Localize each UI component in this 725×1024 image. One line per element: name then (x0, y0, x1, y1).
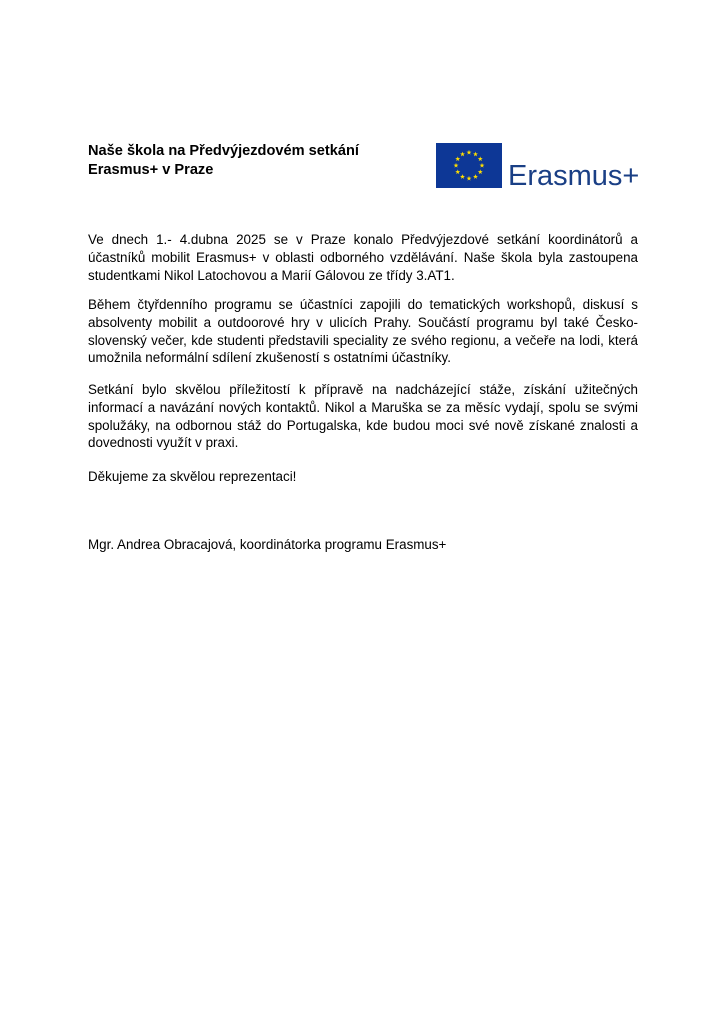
title-line-2: Erasmus+ v Praze (88, 162, 214, 178)
paragraph-3: Setkání bylo skvělou příležitostí k přípravě na nadcházející stáže, získání užitečných informací a navázání nových kontaktů. Nikol a Maruška se za měsíc vydají, spolu se svými spolužáky, na odbornou stáž do Portugalska, kde budou moci své nově získané znalosti a dovednosti využít v praxi. (88, 382, 638, 451)
paragraph-1: Ve dnech 1.- 4.dubna 2025 se v Praze konalo Předvýjezdové setkání koordinátorů a účastníků mobilit Erasmus+ v oblasti odborného vzdělávání. Naše škola byla zastoupena studentkami Nikol Latochovou a Marií Gálovou ze třídy 3.AT1. (88, 232, 638, 283)
logo-text: Erasmus+ (508, 160, 640, 189)
erasmus-logo (436, 143, 648, 189)
title-line-1: Naše škola na Předvýjezdovém setkání (88, 143, 359, 159)
eu-flag (436, 143, 502, 188)
article-title (88, 142, 418, 180)
erasmus-logo-graphic (436, 143, 648, 189)
paragraph-2: Během čtyřdenního programu se účastníci zapojili do tematických workshopů, diskusí s absolventy mobilit a outdoorové hry v ulicích Prahy. Součástí programu byl také Česko-slovenský večer, kde studenti představili speciality ze svého regionu, a večeře na lodi, která umožnila neformální sdílení zkušeností s ostatními účastníky. (88, 297, 638, 366)
paragraph-4: Děkujeme za skvělou reprezentaci! (88, 469, 297, 484)
signature: Mgr. Andrea Obracajová, koordinátorka programu Erasmus+ (88, 537, 447, 552)
